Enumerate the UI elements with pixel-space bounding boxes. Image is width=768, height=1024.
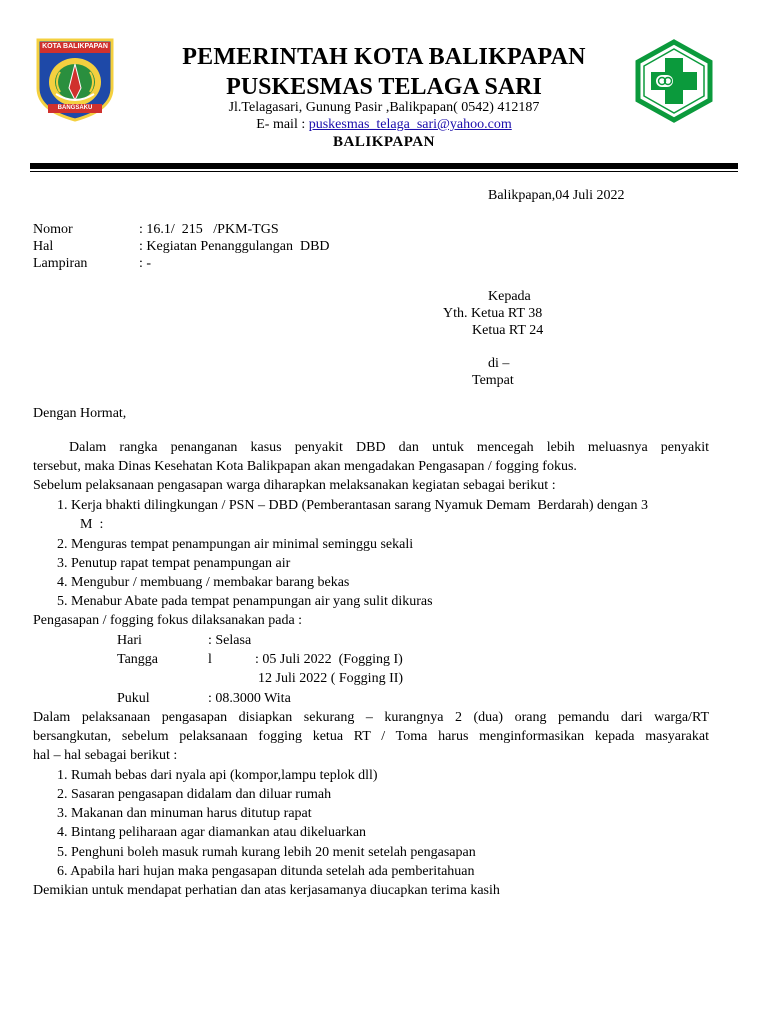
email-line [0,117,768,133]
paragraph1-line1: Dalam rangka penanganan kasus penyakit DBD dan untuk mencegah lebih meluasnya penyakit [69,440,709,455]
schedule-intro: Pengasapan / fogging fokus dilaksanakan pada : [33,613,303,628]
list-item: 6. Apabila hari hujan maka pengasapan ditunda setelah ada pemberitahuan [57,864,475,879]
email-link[interactable]: puskesmas_telaga_sari@yahoo.com [308,117,512,132]
meta-nomor-value: : 16.1/ 215 /PKM-TGS [139,222,279,237]
recipient-kepada: Kepada [488,289,531,304]
list-item-continuation: M : [80,517,104,532]
meta-hal-label: Hal [33,239,54,254]
institution-line1: PEMERINTAH KOTA BALIKPAPAN [182,44,586,70]
meta-lampiran-label: Lampiran [33,256,88,271]
list-item: 5. Penghuni boleh masuk rumah kurang lebih 20 menit setelah pengasapan [57,845,476,860]
schedule-tanggal-value1: : 05 Juli 2022 (Fogging I) [255,652,403,667]
schedule-pukul-label: Pukul [117,691,150,706]
meta-lampiran-value: : - [139,256,152,271]
list-item: 3. Penutup rapat tempat penampungan air [57,556,291,571]
list-item: 4. Bintang peliharaan agar diamankan atau dikeluarkan [57,825,367,840]
crest-top-text: KOTA BALIKPAPAN [42,43,108,50]
closing: Demikian untuk mendapat perhatian dan atas kerjasamanya diucapkan terima kasih [33,883,500,898]
recipient-di: di – [488,356,510,371]
paragraph2: Sebelum pelaksanaan pengasapan warga diharapkan melaksanakan kegiatan sebagai berikut : [33,478,556,493]
list-item: 3. Makanan dan minuman harus ditutup rapat [57,806,312,821]
recipient-line1: Yth. Ketua RT 38 [443,306,543,321]
crest-bottom-text: BANGSAKU [57,105,93,111]
place-date: Balikpapan,04 Juli 2022 [488,188,625,203]
list-item: 1. Rumah bebas dari nyala api (kompor,lampu teplok dll) [57,768,378,783]
salutation: Dengan Hormat, [33,406,127,421]
recipient-tempat: Tempat [472,373,514,388]
paragraph3-line2: bersangkutan, sebelum pelaksanaan fogging ketua RT / Toma harus menginformasikan kepada masyarakat [33,729,709,744]
email-label: E- mail : [256,117,309,132]
institution-line2: PUSKESMAS TELAGA SARI [226,74,542,100]
list-item: 4. Mengubur / membuang / membakar barang bekas [57,575,350,590]
meta-nomor-label: Nomor [33,222,73,237]
address: Jl.Telagasari, Gunung Pasir ,Balikpapan( 0542) 412187 [228,100,540,115]
schedule-hari-label: Hari [117,633,142,648]
schedule-tanggal-value2: 12 Juli 2022 ( Fogging II) [258,671,404,686]
paragraph3-line1: Dalam pelaksanaan pengasapan disiapkan sekurang – kurangnya 2 (dua) orang pemandu dari warga/RT [33,710,709,725]
list-item: 2. Menguras tempat penampungan air minimal seminggu sekali [57,537,414,552]
schedule-pukul-value: : 08.3000 Wita [208,691,291,706]
meta-hal-value: : Kegiatan Penanggulangan DBD [139,239,330,254]
header-city: BALIKPAPAN [333,134,435,150]
schedule-hari-value: : Selasa [208,633,252,648]
recipient-line2: Ketua RT 24 [472,323,544,338]
header-divider-thin [30,171,738,172]
schedule-tanggal-label-l: l [208,652,212,667]
paragraph1-line2: tersebut, maka Dinas Kesehatan Kota Balikpapan akan mengadakan Pengasapan / fogging fokus. [33,459,577,474]
list-item: 1. Kerja bhakti dilingkungan / PSN – DBD (Pemberantasan sarang Nyamuk Demam Berdarah) dengan 3 [57,498,648,513]
list-item: 2. Sasaran pengasapan didalam dan diluar rumah [57,787,332,802]
schedule-tanggal-label: Tangga [117,652,159,667]
header-divider-thick [30,163,738,169]
list-item: 5. Menabur Abate pada tempat penampungan air yang sulit dikuras [57,594,433,609]
paragraph3-line3: hal – hal sebagai berikut : [33,748,178,763]
